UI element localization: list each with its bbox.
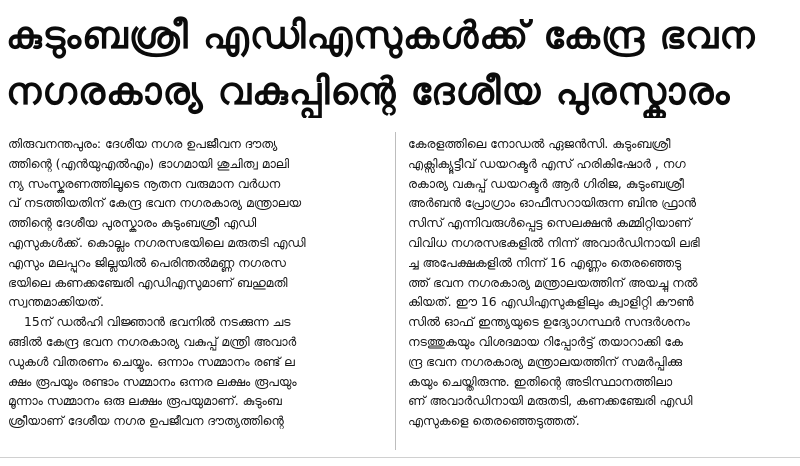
article-line: ന്യ സംസ്കരണത്തിലൂടെ നൂതന വരുമാന വർധന xyxy=(8,175,281,191)
article-line: സിൽ ഓഫ് ഇന്ത്യയുടെ ഉദ്യോഗസ്ഥർ സന്ദർശനം xyxy=(408,314,690,330)
article-line: കയും ചെയ്തിരുന്നു. ഇതിന്റെ അടിസ്ഥാനത്തിലാ xyxy=(408,373,673,389)
article-line: ത്തിന്റെ ദേശീയ പുരസ്കാരം കുടുംബശ്രീ എഡി xyxy=(8,215,257,231)
article-line: ത്തിന്റെ (എൻയുഎൽഎം) ഭാഗമായി ശുചിത്വ മാലി xyxy=(8,155,290,171)
article-line: എസുകളെ തെരഞ്ഞെടുത്തത്. xyxy=(408,413,580,429)
bottom-rule xyxy=(0,457,800,458)
article-line: നടത്തുകയും വിശദമായ റിപ്പോർട്ട് തയാറാക്കി കേ xyxy=(408,333,683,349)
article-line: വിവിധ നഗരസഭകളിൽ നിന്ന് അവാർഡിനായി ലഭി xyxy=(408,234,700,250)
article-line: എസുകൾക്ക്. കൊല്ലം നഗരസഭയിലെ മരുതടി എഡി xyxy=(8,234,306,250)
article-line: സ്വന്തമാക്കിയത്. xyxy=(8,294,104,310)
article-line: വ് നടത്തിയതിന് കേന്ദ്ര ഭവന നഗരകാര്യ മന്ത്രാലയ xyxy=(8,195,302,211)
article-line: ണ് അവാർഡിനായി മരുതടി, കണക്കഞ്ചേരി എഡി xyxy=(408,393,693,409)
article-line: സിസ് എന്നിവരുൾപ്പെട്ട സെലക്ഷൻ കമ്മിറ്റിയാണ് xyxy=(408,215,692,231)
column-divider xyxy=(395,132,396,450)
article-line: അർബൻ പ്രോഗ്രാം ഓഫീസറായിരുന്ന ബിനു ഫ്രാൻ xyxy=(408,195,696,211)
article-line: ശ്രീയാണ് ദേശീയ നഗര ഉപജീവന ദൗത്യത്തിന്റെ xyxy=(8,413,284,429)
article-column-right xyxy=(408,134,792,452)
article-line: 15ന് ഡൽഹി വിജ്ഞാൻ ഭവനിൽ നടക്കുന്ന ചട xyxy=(24,314,291,330)
article-line: എസും മലപ്പുറം ജില്ലയിൽ പെരിന്തൽമണ്ണ നഗരസ xyxy=(8,254,286,270)
article-line: ക്ഷം രൂപയും രണ്ടാം സമ്മാനം ഒന്നര ലക്ഷം രൂപയും xyxy=(8,373,297,389)
article-line: തിരുവനന്തപുരം: ദേശീയ നഗര ഉപജീവന ദൗത്യ xyxy=(8,136,278,151)
headline-line-2: നഗരകാര്യ വകുപ്പിന്റെ ദേശീയ പുരസ്കാരം xyxy=(6,69,731,113)
headline-line-1: കുടുംബശ്രീ എഡിഎസുകൾക്ക് കേന്ദ്ര ഭവന xyxy=(6,13,756,57)
article-line: ഡുകൾ വിതരണം ചെയ്യും. ഒന്നാം സമ്മാനം രണ്ട് ല xyxy=(8,353,295,369)
article-line: കിയത്. ഈ 16 എഡിഎസുകളിലും ക്വാളിറ്റി കൗൺ xyxy=(408,294,694,310)
article-line: ന്ദ്ര ഭവന നഗരകാര്യ മന്ത്രാലയത്തിന് സമർപ്പിക്കു xyxy=(408,353,682,369)
article-line: ത്ത് ഭവന നഗരകാര്യ മന്ത്രാലയത്തിന് അയച്ചു നൽ xyxy=(408,274,698,290)
article-line: എക്സിക്യൂട്ടീവ് ഡയറക്ടർ എസ് ഹരികിഷോർ , നഗ xyxy=(408,155,686,171)
article-line: കേരളത്തിലെ നോഡൽ ഏജൻസി. കുടുംബശ്രീ xyxy=(408,136,671,151)
article-column-left xyxy=(8,134,384,452)
article-line: മൂന്നാം സമ്മാനം ഒരു ലക്ഷം രൂപയുമാണ്. കുടുംബ xyxy=(8,393,282,409)
article-line: ങ്ങിൽ കേന്ദ്ര ഭവന നഗരകാര്യ വകുപ്പ് മന്ത്രി അവാർ xyxy=(8,333,297,349)
article-line: ച്ച അപേക്ഷകളിൽ നിന്ന് 16 എണ്ണം തെരഞ്ഞെടു xyxy=(408,254,682,270)
article-line: ഭയിലെ കണക്കഞ്ചേരി എഡിഎസുമാണ് ബഹുമതി xyxy=(8,274,288,290)
article-line: രകാര്യ വകുപ്പ് ഡയറക്ടർ ആർ ഗിരിജ, കുടുംബശ്രീ xyxy=(408,175,684,191)
